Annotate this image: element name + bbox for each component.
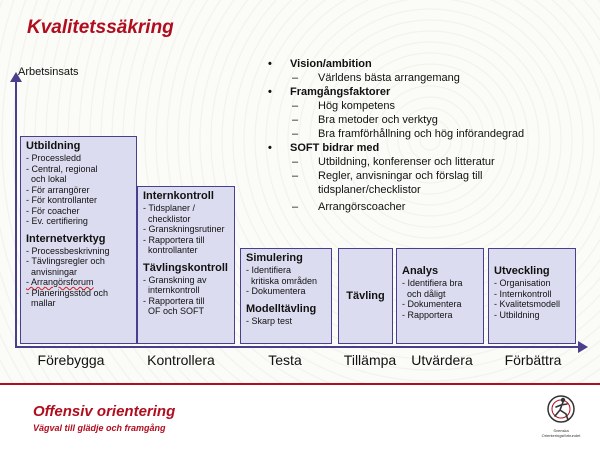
list-item: och lokal [31,174,67,184]
list-item: - Dokumentera [402,299,462,309]
y-axis-label: Arbetsinsats [18,66,79,78]
x-label-utvardera: Utvärdera [411,352,473,368]
sub-bullet: – Bra framförhållning och hög införandegrad [292,128,525,140]
box-forbattra-list [494,278,570,320]
box-forebygga-list-2 [26,246,131,309]
list-item: - Internkontroll [494,288,552,299]
x-label-forbattra: Förbättra [504,352,562,368]
y-axis-arrow [10,72,22,82]
list-item: - Tävlingsregler och [26,256,105,266]
list-item: - Processbeskrivning [26,245,110,256]
list-item: - Rapportera [402,309,453,320]
box-testa-list-1 [246,265,326,297]
box-kontrollera-list-1 [143,203,229,256]
box-testa-title-2: Modelltävling [246,302,317,315]
list-item: - Arrangörsforum [26,277,94,287]
box-forebygga [20,136,137,344]
list-item: - Kvalitetsmodell [494,299,561,309]
sub-bullet: – Regler, anvisningar och förslag till tidsplaner/checklistor [292,170,483,196]
box-testa [240,248,332,344]
sub-bullet: – Världens bästa arrangemang [292,72,460,84]
sub-bullet: – Bra metoder och verktyg [292,114,438,126]
list-item: - Processledd [26,153,82,163]
list-item: - Ev. certifiering [26,216,88,226]
list-item: - Tidsplaner / [143,203,196,213]
list-item: kritiska områden [251,275,318,286]
list-item: - Granskning av [143,274,207,285]
list-item: - Organisation [494,278,551,288]
box-kontrollera-list-2 [143,275,229,317]
list-item: - För kontrollanter [26,195,98,205]
bullet-vision: • Vision/ambition [268,57,558,71]
bullet-soft: • SOFT bidrar med [268,141,558,155]
list-item: - Skarp test [246,315,293,326]
sub-bullet: – Hög kompetens [292,100,396,112]
box-kontrollera-title-1: Internkontroll [143,190,214,202]
box-utvardera [396,248,484,344]
box-kontrollera-title-2: Tävlingskontroll [143,261,228,274]
list-item: - Identifiera bra [402,278,463,288]
box-forbattra [488,248,576,344]
footer-subtitle: Vägval till glädje och framgång [33,423,166,433]
list-item: - Rapportera till [143,234,205,245]
list-item: anvisningar [31,266,78,277]
list-item: - För coacher [26,205,80,216]
list-item: kontrollanter [148,245,198,255]
x-label-testa: Testa [268,352,302,368]
box-utvardera-list [402,278,478,320]
list-item: - Utbildning [494,309,540,320]
footer-divider [0,383,600,385]
y-axis [15,78,17,348]
x-label-kontrollera: Kontrollera [147,352,215,368]
box-forbattra-title: Utveckling [494,265,550,277]
orienteering-runner-icon [530,392,592,428]
x-axis-arrow [578,341,588,353]
sof-logo [530,392,592,444]
box-kontrollera [137,186,235,344]
list-item: mallar [31,298,56,308]
sub-bullet: – Arrangörscoacher [292,201,406,213]
footer-title: Offensiv orientering [33,403,176,420]
list-item: - Granskningsrutiner [143,224,225,234]
box-forebygga-list-1 [26,153,131,227]
box-testa-title-1: Simulering [246,252,303,264]
logo-text: Svenska Orienteringsförbundet [541,428,581,438]
box-forebygga-title-1: Utbildning [26,140,81,152]
list-item: - Central, regional [26,163,98,174]
bullet-framgangsfaktorer: • Framgångsfaktorer [268,85,558,99]
list-item: och dåligt [407,288,446,299]
x-label-forebygga: Förebygga [37,352,105,368]
box-forebygga-title-2: Internetverktyg [26,232,106,245]
list-item: - För arrangörer [26,184,90,195]
box-tillampa-title: Tävling [346,289,385,302]
sub-bullet: – Utbildning, konferenser och litteratur [292,156,495,168]
list-item: - Planeringsstöd och [26,287,109,298]
list-item: - Identifiera [246,265,292,275]
box-testa-list-2 [246,316,326,327]
list-item: - Dokumentera [246,286,306,296]
list-item: - Rapportera till [143,295,205,306]
x-label-tillampa: Tillämpa [343,352,397,368]
list-item: OF och SOFT [148,306,205,316]
list-item: internkontroll [148,285,200,295]
x-axis [15,346,580,348]
list-item: checklistor [148,213,191,224]
bullet-list [268,57,558,214]
box-utvardera-title: Analys [402,265,439,277]
box-tillampa [338,248,393,344]
page-title: Kvalitetssäkring [27,17,174,38]
